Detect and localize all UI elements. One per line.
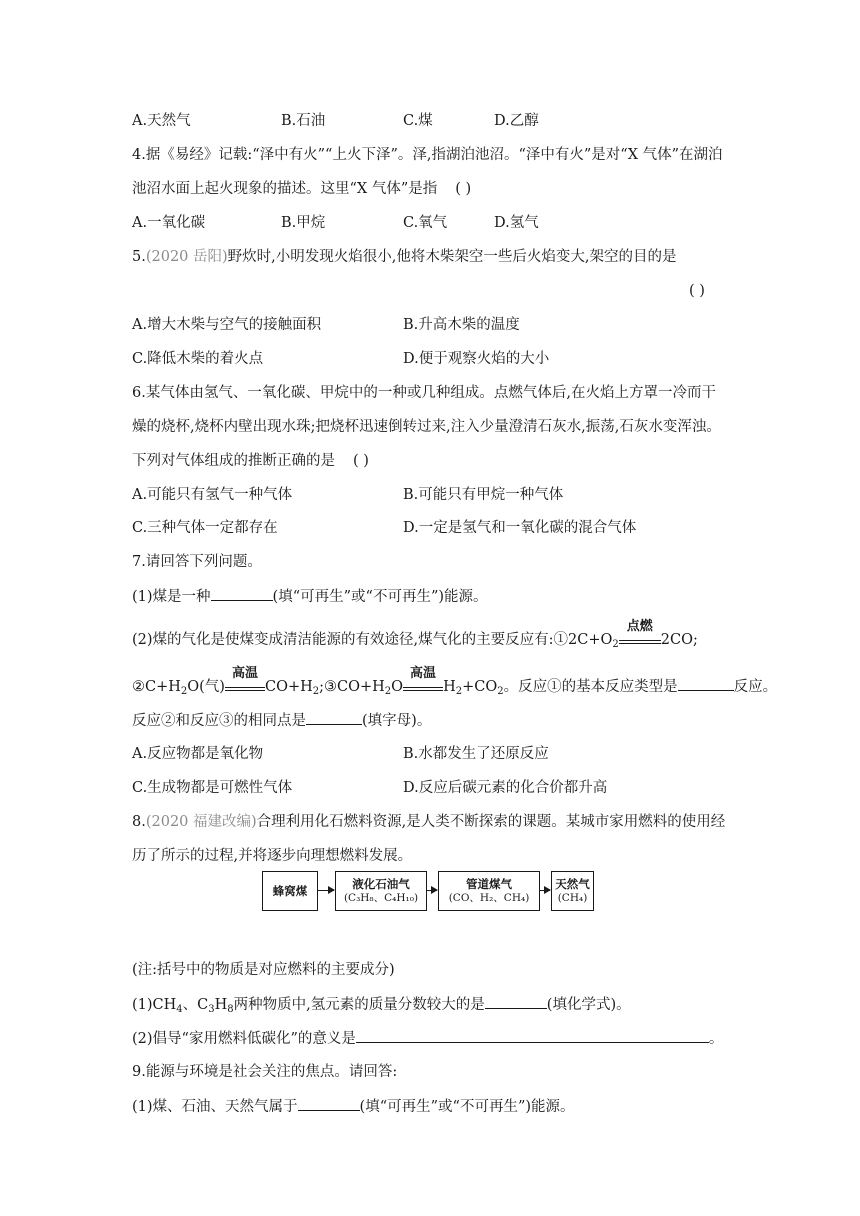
q5-option-d: D.便于观察火焰的大小 (403, 351, 550, 367)
q8-part-1: $(1)CH_4$、$C_3H_8$两种物质中,氢元素的质量分数较大的是 (填化学式)。 (132, 994, 631, 1015)
q5-source: (2020 岳阳) (145, 249, 228, 265)
q4-option-a: A.一氧化碳 (132, 215, 206, 231)
reaction-condition-high-temp-1: 高温 (225, 681, 265, 691)
q6-stem-line-2: 燥的烧杯,烧杯内壁出现水珠;把烧杯迅速倒转过来,注入少量澄清石灰水,振荡,石灰水变浑浊。 (132, 419, 721, 435)
q8-stem-line-2: 历了所示的过程,并将逐步向理想燃料发展。 (132, 848, 413, 864)
flow-box-honeycomb-coal: 蜂窝煤 (262, 871, 318, 911)
q4-option-c: C.氧气 (403, 215, 448, 231)
q7-reactions: $②C+H_2O$(气) 高温 $CO+H_2;③CO+H_2O$ 高温 $H_2+CO_2$。反应①的基本反应类型是 反应。 (132, 666, 778, 697)
q8-blank-1 (485, 994, 547, 1009)
flow-arrow-2 (427, 890, 437, 891)
flow-box-pipeline-gas: 管道煤气 (CO、H₂、CH₄) (438, 871, 540, 911)
q5-option-c: C.降低木柴的着火点 (132, 351, 264, 367)
q7-title: 7.请回答下列问题。 (132, 554, 262, 570)
q6-answer-paren: ( ) (353, 453, 369, 469)
q7-option-d: D.反应后碳元素的化合价都升高 (403, 780, 608, 796)
reaction-condition-ignite: 点燃 (619, 634, 661, 644)
q6-option-d: D.一定是氢气和一氧化碳的混合气体 (403, 520, 637, 536)
flow-arrow-3 (540, 890, 550, 891)
q9-title: 9.能源与环境是社会关注的焦点。请回答: (132, 1064, 398, 1080)
q6-stem-line-3: 下列对气体组成的推断正确的是 ( ) (132, 453, 369, 469)
q7-part-1: (1)煤是一种 (填“可再生”或“不可再生”)能源。 (132, 586, 488, 607)
q8-source: (2020 福建改编) (145, 814, 257, 830)
flow-box-lpg: 液化石油气 (C₃H₈、C₄H₁₀) (335, 871, 427, 911)
q9-part-1: (1)煤、石油、天然气属于 (填“可再生”或“不可再生”)能源。 (132, 1096, 575, 1117)
q8-blank-2 (356, 1028, 709, 1043)
q8-part-2: (2)倡导“家用燃料低碳化”的意义是 。 (132, 1028, 723, 1049)
q6-option-b: B.可能只有甲烷一种气体 (403, 487, 564, 503)
q6-option-c: C.三种气体一定都存在 (132, 520, 278, 536)
flow-box-natural-gas: 天然气 (CH₄) (551, 871, 594, 911)
q4-stem-line-1: 4.据《易经》记载:“泽中有火”“上火下泽”。泽,指湖泊池沼。“泽中有火”是对“X 气体”在湖泊 (132, 147, 723, 163)
q9-blank-1 (298, 1096, 360, 1111)
q7-option-b: B.水都发生了还原反应 (403, 746, 549, 762)
q4-option-d: D.氢气 (494, 215, 539, 231)
q5-option-a: A.增大木柴与空气的接触面积 (132, 317, 322, 333)
q7-blank-2 (678, 676, 734, 691)
q5-option-b: B.升高木柴的温度 (403, 317, 520, 333)
flow-arrow-1 (318, 890, 334, 891)
q7-part-2: (2)煤的气化是使煤变成清洁能源的有效途径,煤气化的主要反应有$:①2C+O_2$ 点燃 2CO; (132, 619, 698, 650)
q6-stem-line-1: 6.某气体由氢气、一氧化碳、甲烷中的一种或几种组成。点燃气体后,在火焰上方罩一冷而干 (132, 385, 716, 401)
q3-option-b: B.石油 (281, 113, 326, 129)
q7-blank-1 (211, 586, 273, 601)
q8-note: (注:括号中的物质是对应燃料的主要成分) (132, 962, 395, 978)
fuel-flowchart (262, 871, 594, 913)
q7-blank-3 (306, 710, 362, 725)
q3-option-a: A.天然气 (132, 113, 191, 129)
reaction-condition-high-temp-2: 高温 (403, 681, 443, 691)
q4-option-b: B.甲烷 (281, 215, 326, 231)
q5-answer-paren: ( ) (689, 283, 705, 299)
q8-stem-line-1: 8.(2020 福建改编)合理利用化石燃料资源,是人类不断探索的课题。某城市家用燃料的使用经 (132, 814, 726, 830)
q3-option-c: C.煤 (403, 113, 433, 129)
q4-stem-line-2: 池沼水面上起火现象的描述。这里“X 气体”是指 ( ) (132, 181, 472, 197)
q3-option-d: D.乙醇 (494, 113, 539, 129)
q7-part-3: 反应②和反应③的相同点是 (填字母)。 (132, 710, 431, 731)
q5-stem: 5.(2020 岳阳)野炊时,小明发现火焰很小,他将木柴架空一些后火焰变大,架空的目的是 (132, 249, 677, 265)
q4-answer-paren: ( ) (455, 181, 472, 197)
q6-option-a: A.可能只有氢气一种气体 (132, 487, 293, 503)
q7-option-c: C.生成物都是可燃性气体 (132, 780, 293, 796)
q7-option-a: A.反应物都是氧化物 (132, 746, 264, 762)
